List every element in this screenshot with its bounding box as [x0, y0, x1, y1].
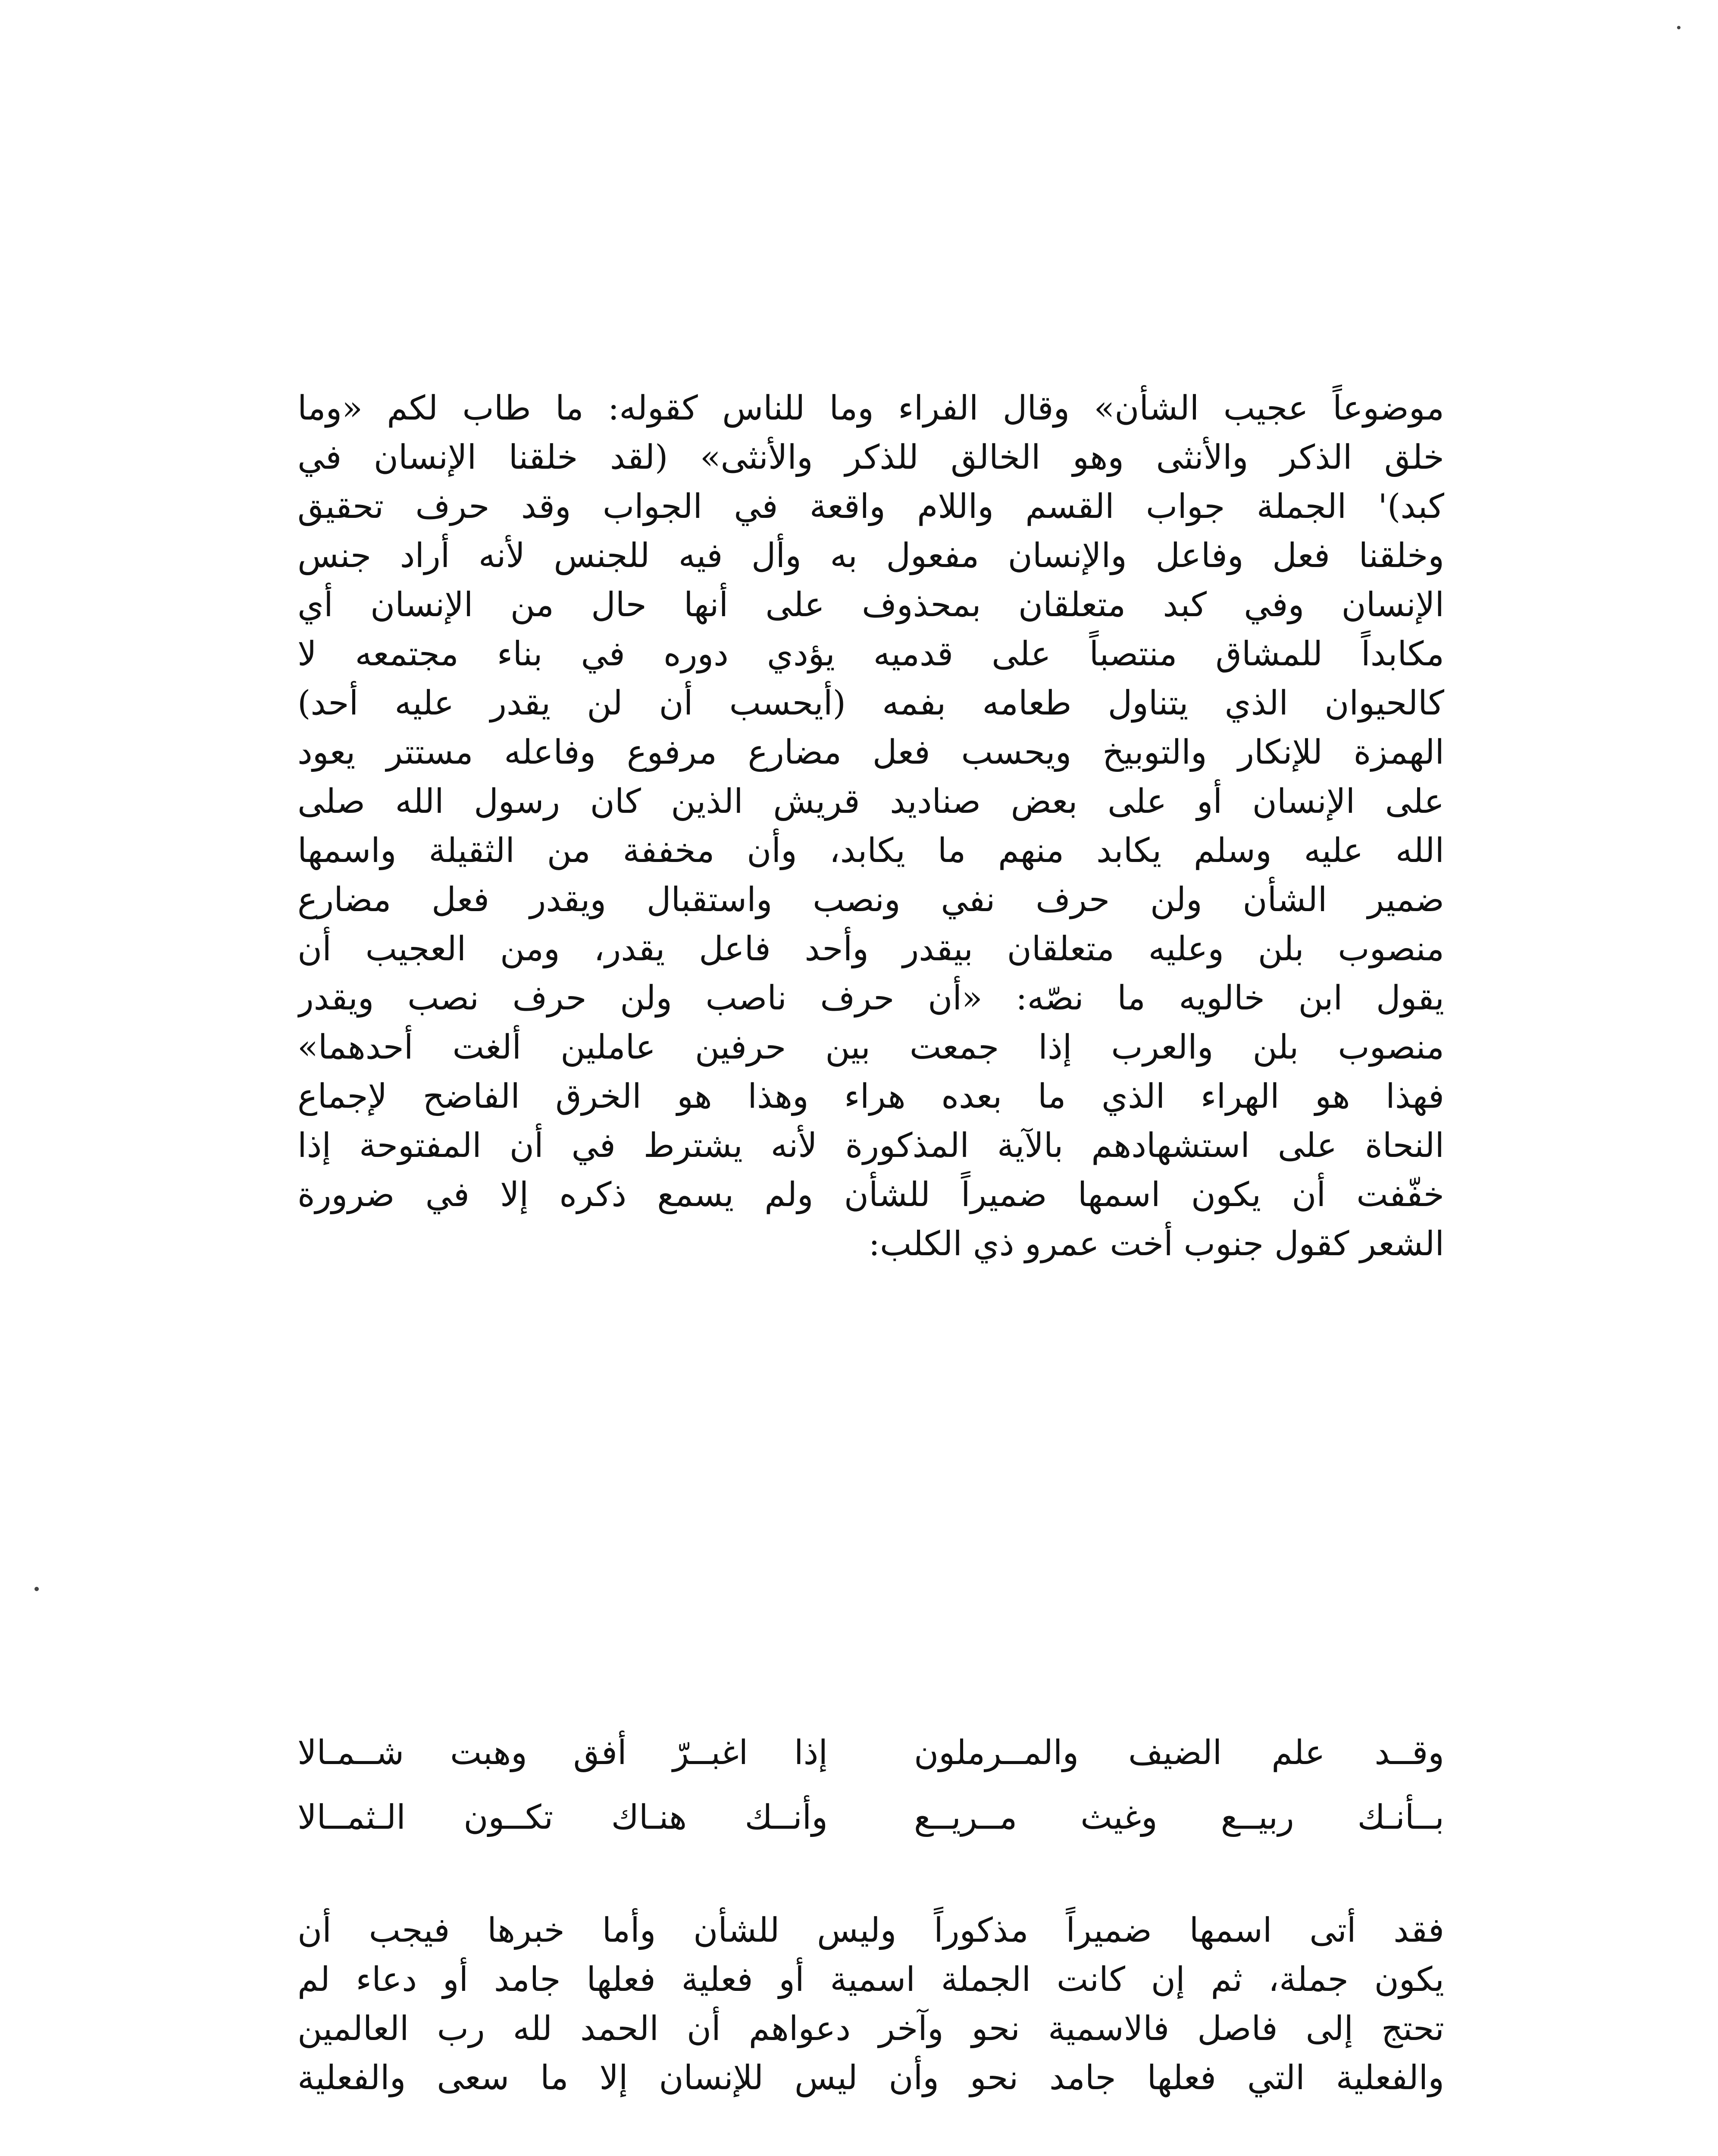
- scan-speck: [1677, 26, 1680, 29]
- text-line: مكابداً للمشاق منتصباً على قدميه يؤدي دوره في بناء مجتمعه لا: [297, 635, 1444, 674]
- poem-verse: [297, 1720, 1444, 1785]
- text-line: فقد أتى اسمها ضميراً مذكوراً وليس للشأن وأما خبرها فيجب أن: [297, 1911, 1444, 1950]
- text-line: وخلقنا فعل وفاعل والإنسان مفعول به وأل فيه للجنس لأنه أراد جنس: [297, 536, 1444, 575]
- text-line: يقول ابن خالويه ما نصّه: «أن حرف ناصب ولن حرف نصب ويقدر: [297, 979, 1444, 1018]
- text-line: الشعر كقول جنوب أخت عمرو ذي الكلب:: [868, 1225, 1444, 1263]
- text-line: خفّفت أن يكون اسمها ضميراً للشأن ولم يسمع ذكره إلا في ضرورة: [297, 1175, 1444, 1214]
- text-line: كالحيوان الذي يتناول طعامه بفمه (أيحسب أن لن يقدر عليه أحد): [297, 684, 1444, 723]
- poem-second-hemistich: إذا اغبــرّ أفق وهبت شــمـالا: [297, 1733, 828, 1772]
- poem-first-hemistich: وقــد علم الضيف والمــرملون: [914, 1733, 1444, 1772]
- paragraph-after-poem: [297, 1906, 1444, 2103]
- text-line: فهذا هو الهراء الذي ما بعده هراء وهذا هو الخرق الفاضح لإجماع: [297, 1077, 1444, 1116]
- text-line: منصوب بلن وعليه متعلقان بيقدر وأحد فاعل يقدر، ومن العجيب أن: [297, 930, 1444, 968]
- text-line: الإنسان وفي كبد متعلقان بمحذوف على أنها حال من الإنسان أي: [297, 586, 1444, 624]
- text-line: كبد)' الجملة جواب القسم واللام واقعة في الجواب وقد حرف تحقيق: [297, 487, 1444, 526]
- text-line: موضوعاً عجيب الشأن» وقال الفراء وما للناس كقوله: ما طاب لكم «وما: [297, 389, 1444, 428]
- text-line: الهمزة للإنكار والتوبيخ ويحسب فعل مضارع مرفوع وفاعله مستتر يعود: [297, 733, 1444, 772]
- text-line: الله عليه وسلم يكابد منهم ما يكابد، وأن مخففة من الثقيلة واسمها: [297, 831, 1444, 870]
- scan-speck: [34, 1587, 39, 1591]
- text-line: النحاة على استشهادهم بالآية المذكورة لأنه يشترط في أن المفتوحة إذا: [297, 1126, 1444, 1165]
- text-line: منصوب بلن والعرب إذا جمعت بين حرفين عاملين ألغت أحدهما»: [297, 1028, 1444, 1067]
- text-line: يكون جملة، ثم إن كانت الجملة اسمية أو فعلية فعلها جامد أو دعاء لم: [297, 1960, 1444, 1999]
- poem-first-hemistich: بــأنـك ربيــع وغيث مــريــع: [914, 1798, 1444, 1837]
- poem-second-hemistich: وأنــك هنـاك تكــون الـثمــالا: [297, 1798, 828, 1837]
- text-line: خلق الذكر والأنثى وهو الخالق للذكر والأنثى» (لقد خلقنا الإنسان في: [297, 438, 1444, 477]
- text-line: تحتج إلى فاصل فالاسمية نحو وآخر دعواهم أن الحمد لله رب العالمين: [297, 2009, 1444, 2048]
- text-line: ضمير الشأن ولن حرف نفي ونصب واستقبال ويقدر فعل مضارع: [297, 881, 1444, 919]
- text-line: والفعلية التي فعلها جامد نحو وأن ليس للإنسان إلا ما سعى والفعلية: [297, 2059, 1444, 2097]
- poem-verses: [297, 1720, 1444, 1850]
- text-line: على الإنسان أو على بعض صناديد قريش الذين كان رسول الله صلى: [297, 782, 1444, 821]
- poem-verse: [297, 1785, 1444, 1850]
- paragraph-main: [297, 384, 1444, 1269]
